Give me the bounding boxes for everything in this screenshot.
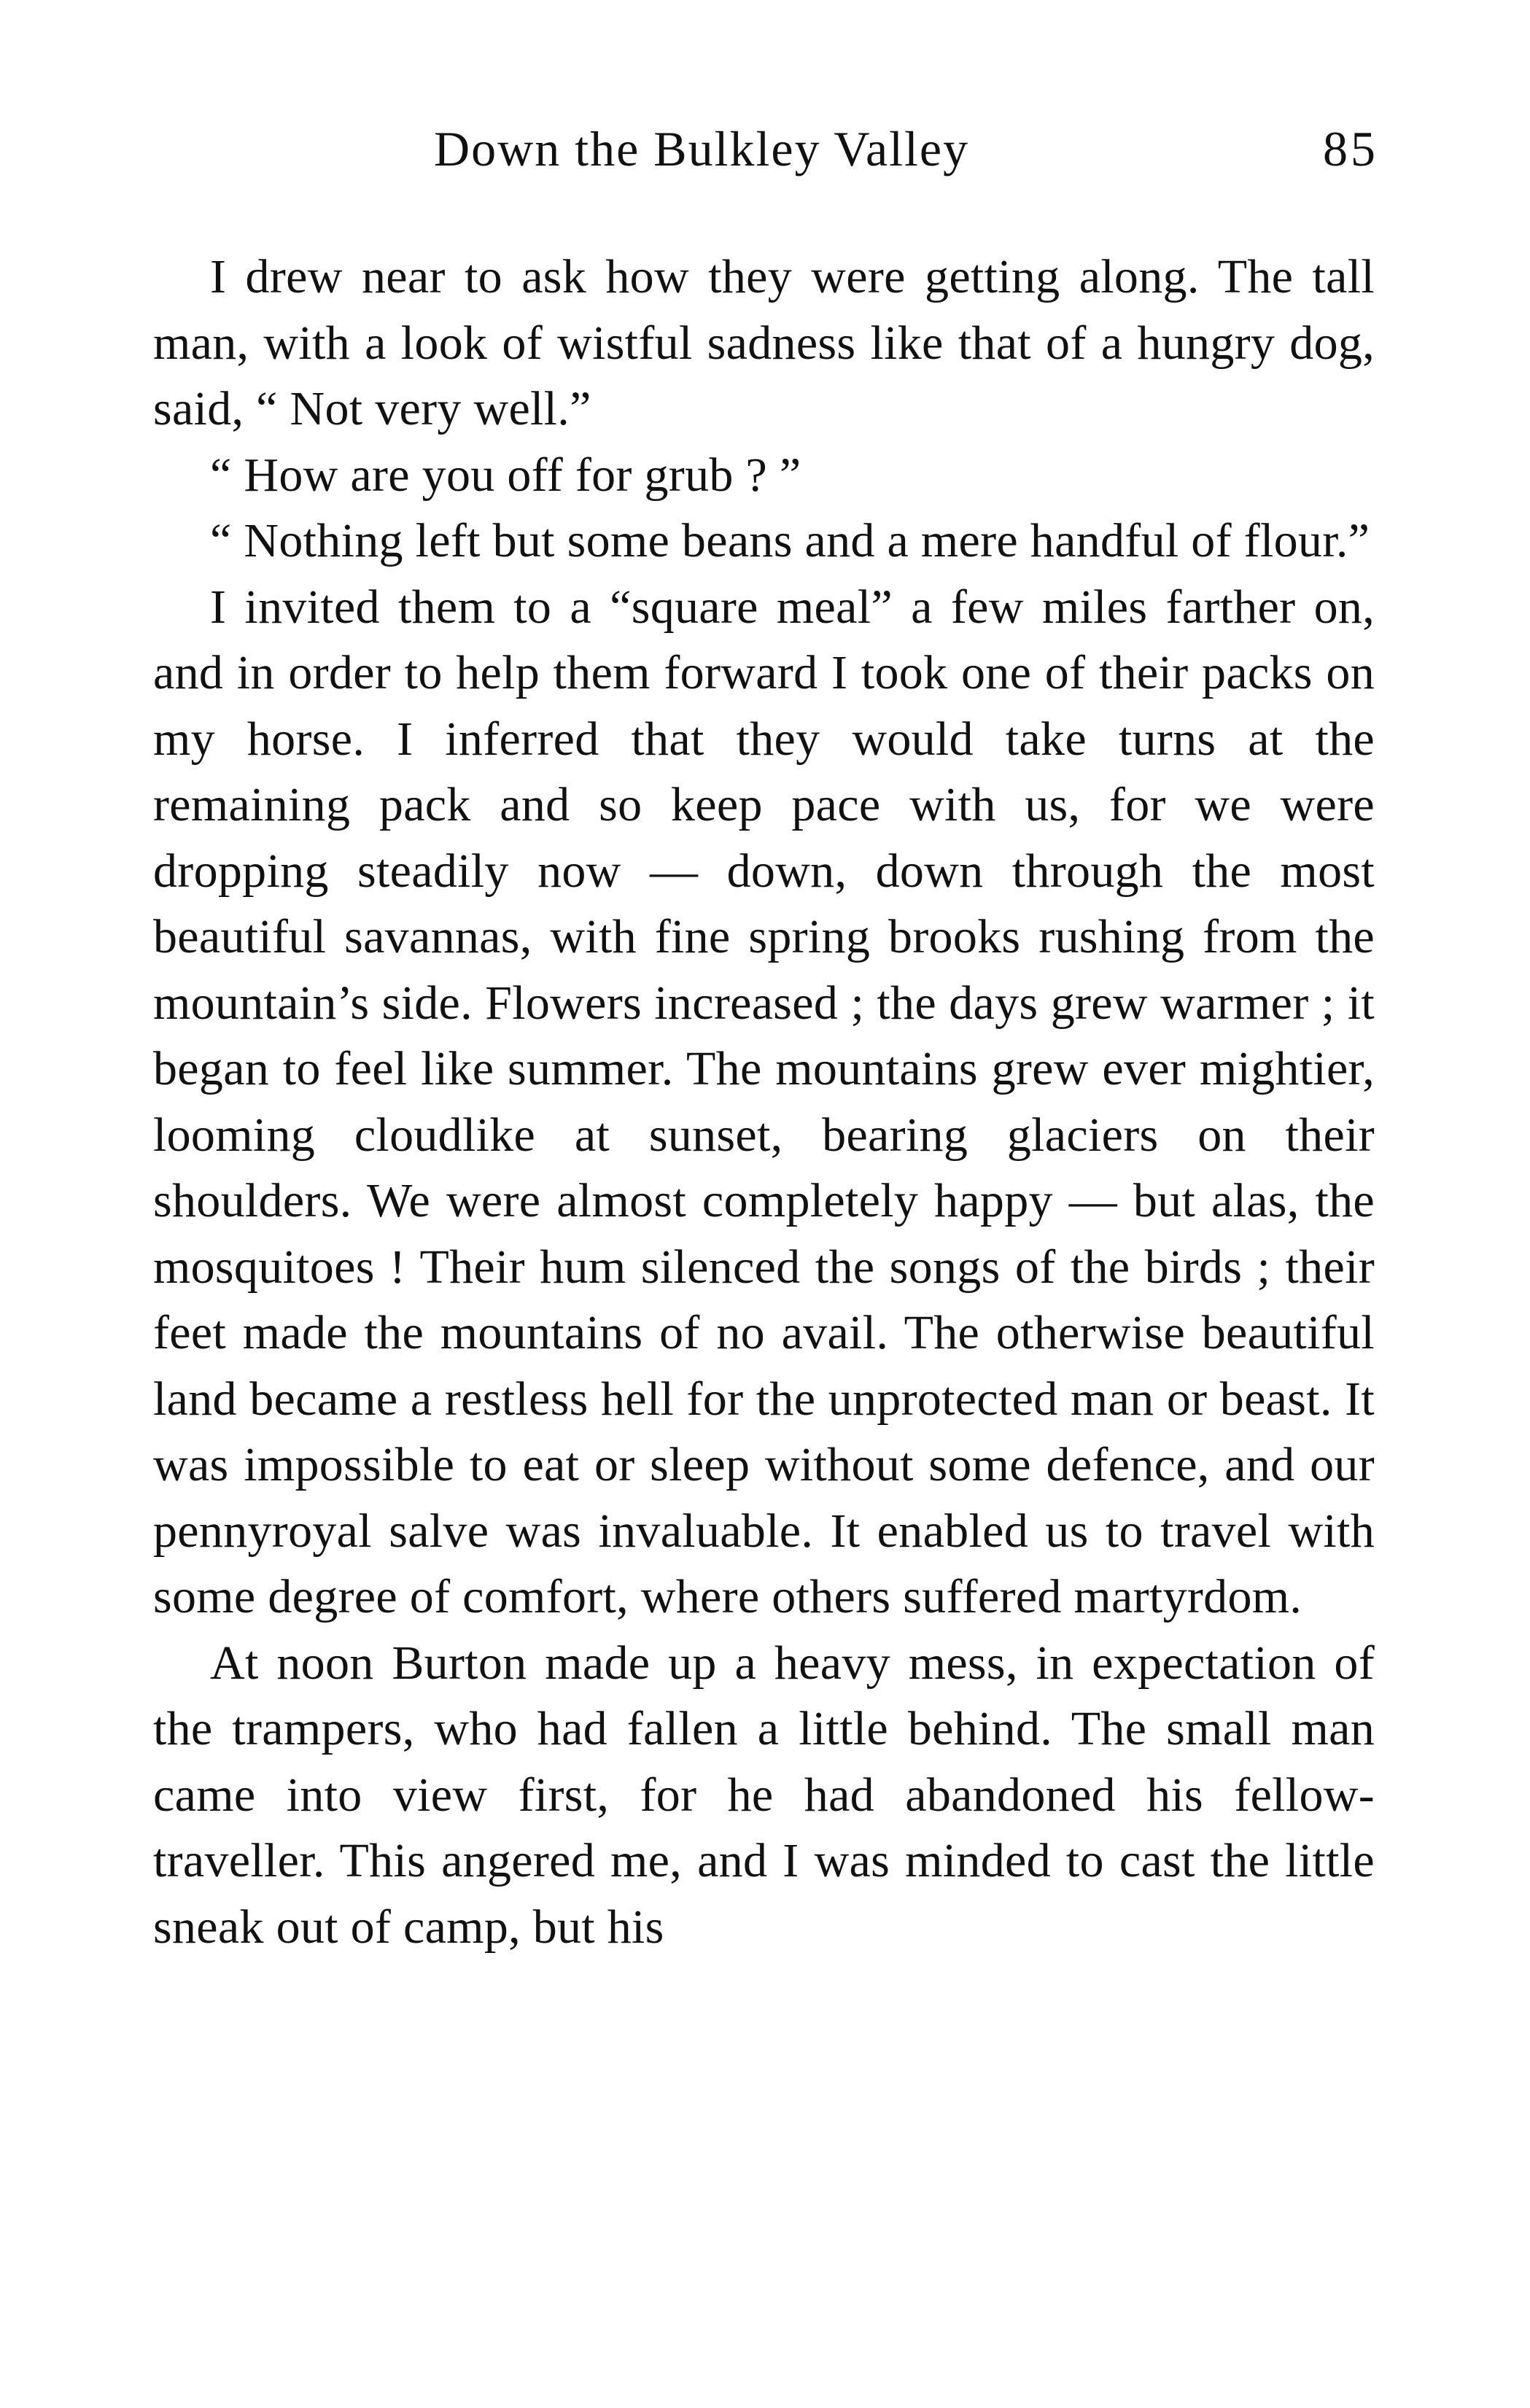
body-text (153, 244, 1375, 1960)
paragraph: I invited them to a “square meal” a few miles farther on, and in order to help them forward I took one of their packs on my horse. I inferred that they would take turns at the remaining pack and so keep pace with us, for we were dropping steadily now — down, down through the most beautiful savannas, with fine spring brooks rushing from the mountain’s side. Flowers increased ; the days grew warmer ; it began to feel like summer. The mountains grew ever mightier, looming cloudlike at sunset, bearing glaciers on their shoulders. We were almost completely happy — but alas, the mosquitoes ! Their hum silenced the songs of the birds ; their feet made the mountains of no avail. The otherwise beautiful land became a restless hell for the unprotected man or beast. It was impossible to eat or sleep without some defence, and our pennyroyal salve was invaluable. It enabled us to travel with some degree of comfort, where others suffered martyrdom. (153, 580, 1375, 1623)
paragraph: At noon Burton made up a heavy mess, in expectation of the trampers, who had fallen a little behind. The small man came into view first, for he had abandoned his fellow-traveller. This angered me, and I was minded to cast the little sneak out of camp, but his (153, 1636, 1375, 1954)
page-header (153, 120, 1378, 186)
paragraph: “ How are you off for grub ? ” (210, 448, 801, 502)
paragraph: “ Nothing left but some beans and a mere handful of flour.” (210, 514, 1370, 567)
page-number: 85 (1323, 121, 1378, 176)
paragraph: I drew near to ask how they were getting along. The tall man, with a look of wistful sadness like that of a hungry dog, said, “ Not very well.” (153, 250, 1375, 435)
running-title: Down the Bulkley Valley (434, 121, 970, 176)
